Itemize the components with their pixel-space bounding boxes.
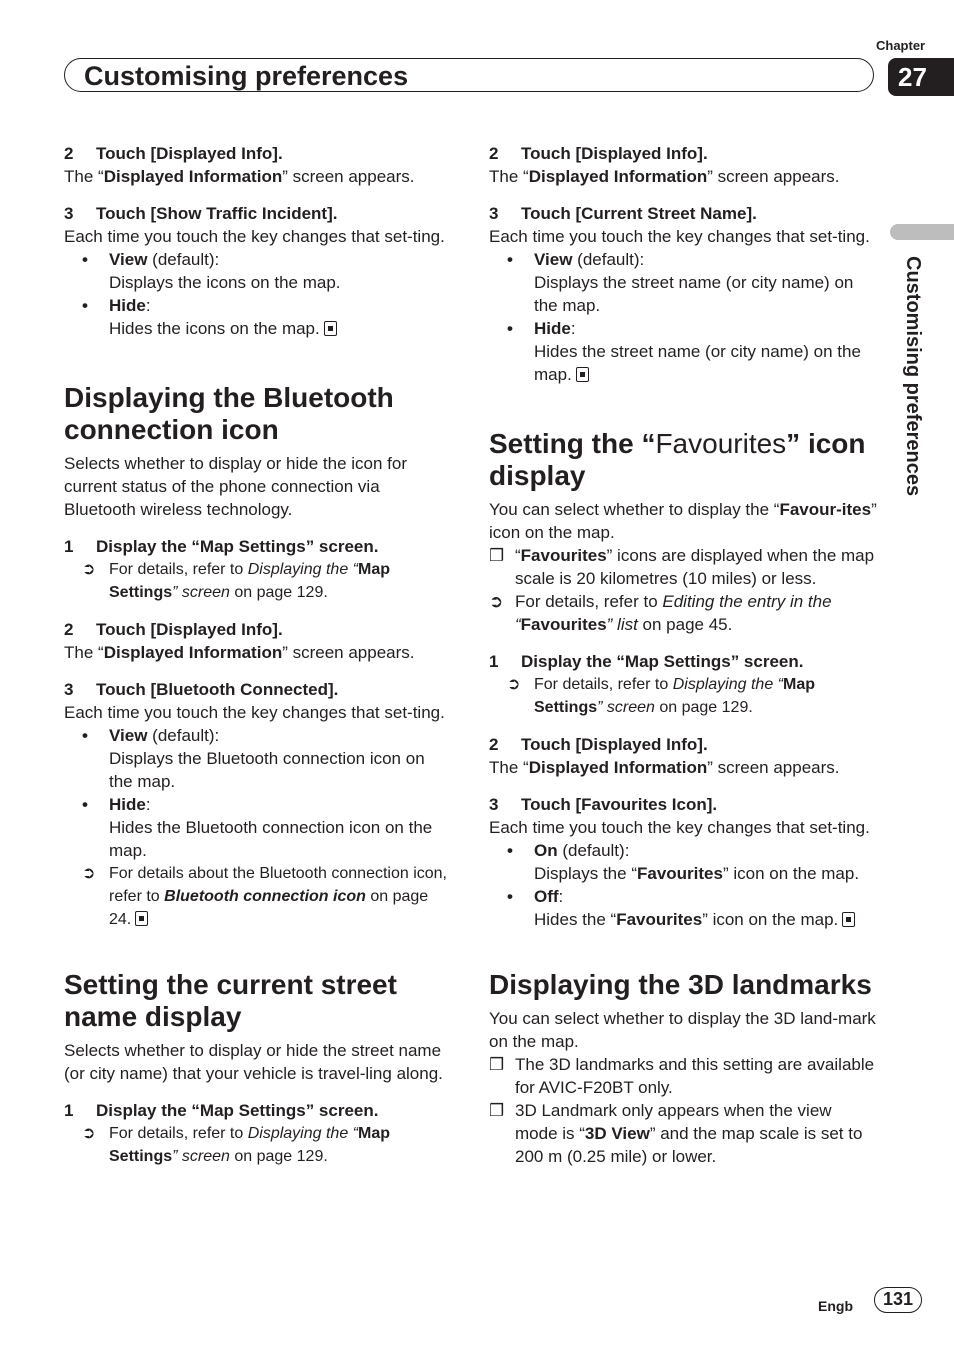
bullet-item: • View (default): [82, 250, 220, 269]
bullet-icon: • [507, 319, 513, 338]
bullet-icon: • [82, 726, 88, 745]
reference-note: ➲ For details, refer to Displaying the “Map Settings” screen on page 129. [64, 1122, 452, 1168]
bullet-icon: • [82, 296, 88, 315]
reference-note: ➲ For details, refer to Displaying the “Map Settings” screen on page 129. [489, 673, 877, 719]
bullet-description: Hides the street name (or city name) on the map. [534, 342, 861, 384]
bullet-item: • Hide: [82, 795, 151, 814]
end-mark-icon [576, 367, 589, 382]
bullet-description: Hides the “Favourites” icon on the map. [489, 908, 877, 931]
bullet-description: Hides the icons on the map. [64, 317, 452, 340]
bullet-description: Hides the Bluetooth connection icon on the map. [109, 818, 433, 860]
bullet-description: Displays the “Favourites” icon on the map. [534, 864, 860, 883]
section-heading-favourites: Setting the “Favourites” icon display [489, 428, 866, 491]
end-mark-icon [324, 321, 337, 336]
bullet-item: • View (default): [507, 250, 645, 269]
step-description: The “Displayed Information” screen appears. [489, 758, 840, 777]
step-description: The “Displayed Information” screen appears. [64, 643, 415, 662]
step-heading: 2 Touch [Displayed Info]. [489, 735, 708, 754]
step-description: Each time you touch the key changes that set-ting. [64, 227, 445, 246]
bullet-icon: • [82, 250, 88, 269]
reference-arrow-icon: ➲ [82, 1125, 96, 1142]
reference-note: ➲ For details, refer to Displaying the “Map Settings” screen on page 129. [64, 558, 452, 604]
reference-arrow-icon: ➲ [82, 561, 96, 578]
section-heading-bluetooth: Displaying the Bluetooth connection icon [64, 382, 394, 445]
note-item: ❒ “Favourites” icons are displayed when the map scale is 20 kilometres (10 miles) or less. [489, 546, 875, 588]
bullet-item: • Hide: [507, 319, 576, 338]
bullet-item: • On (default): [507, 841, 630, 860]
note-item: ❒ 3D Landmark only appears when the view mode is “3D View” and the map scale is set to 200 m (0.25 mile) or lower. [489, 1101, 863, 1166]
checkbox-icon: ❒ [489, 1055, 505, 1074]
step-description: Each time you touch the key changes that set-ting. [64, 703, 445, 722]
bullet-description: Displays the icons on the map. [109, 273, 341, 292]
end-mark-icon [135, 911, 148, 926]
section-heading-street-name: Setting the current street name display [64, 969, 397, 1032]
page-number: 131 [874, 1287, 922, 1313]
left-column [64, 142, 452, 1168]
step-heading: 1 Display the “Map Settings” screen. [489, 652, 804, 671]
bullet-icon: • [507, 887, 513, 906]
bullet-item: • View (default): [82, 726, 220, 745]
step-heading: 1 Display the “Map Settings” screen. [64, 1101, 379, 1120]
bullet-description: Displays the street name (or city name) on the map. [534, 273, 854, 315]
step-heading: 3 Touch [Favourites Icon]. [489, 795, 718, 814]
section-intro: Selects whether to display or hide the icon for current status of the phone connection via Bluetooth wireless technology. [64, 454, 408, 519]
step-heading: 1 Display the “Map Settings” screen. [64, 537, 379, 556]
section-intro: You can select whether to display the “Favour-ites” icon on the map. [489, 500, 877, 542]
bullet-icon: • [507, 841, 513, 860]
step-heading: 3 Touch [Bluetooth Connected]. [64, 680, 339, 699]
bullet-icon: • [82, 795, 88, 814]
page-header-title: Customising preferences [84, 61, 409, 91]
bullet-description: Displays the Bluetooth connection icon on the map. [109, 749, 425, 791]
right-column [489, 142, 877, 1168]
reference-note: ➲ For details, refer to Editing the entry in the “Favourites” list on page 45. [489, 592, 832, 634]
end-mark-icon [842, 912, 855, 927]
chapter-number: 27 [888, 58, 954, 96]
step-heading: 2 Touch [Displayed Info]. [489, 144, 708, 163]
section-intro: Selects whether to display or hide the street name (or city name) that your vehicle is travel-ling along. [64, 1041, 443, 1083]
note-item: ❒ The 3D landmarks and this setting are available for AVIC-F20BT only. [489, 1055, 875, 1097]
step-heading: 2 Touch [Displayed Info]. [64, 620, 283, 639]
bullet-item: • Off: [507, 887, 564, 906]
step-description: Each time you touch the key changes that set-ting. [489, 818, 870, 837]
checkbox-icon: ❒ [489, 546, 505, 565]
section-heading-3d-landmarks: Displaying the 3D landmarks [489, 969, 872, 1000]
section-intro: You can select whether to display the 3D land-mark on the map. [489, 1009, 876, 1051]
reference-arrow-icon: ➲ [489, 592, 504, 611]
step-description: Each time you touch the key changes that set-ting. [489, 227, 870, 246]
bullet-icon: • [507, 250, 513, 269]
step-heading: 3 Touch [Current Street Name]. [489, 204, 757, 223]
step-description: The “Displayed Information” screen appears. [489, 167, 840, 186]
side-tab-marker [890, 224, 954, 240]
footer-language: Engb [818, 1298, 853, 1314]
side-tab-text: Customising preferences [902, 256, 924, 497]
chapter-label: Chapter [876, 38, 926, 53]
step-heading: 3 Touch [Show Traffic Incident]. [64, 204, 338, 223]
step-heading: 2 Touch [Displayed Info]. [64, 144, 283, 163]
reference-arrow-icon: ➲ [507, 676, 521, 693]
reference-arrow-icon: ➲ [82, 865, 96, 882]
checkbox-icon: ❒ [489, 1101, 505, 1120]
bullet-item: • Hide: [82, 296, 151, 315]
reference-note: ➲ For details about the Bluetooth connection icon, refer to Bluetooth connection icon on page 24. [64, 862, 452, 931]
step-description: The “Displayed Information” screen appears. [64, 167, 415, 186]
